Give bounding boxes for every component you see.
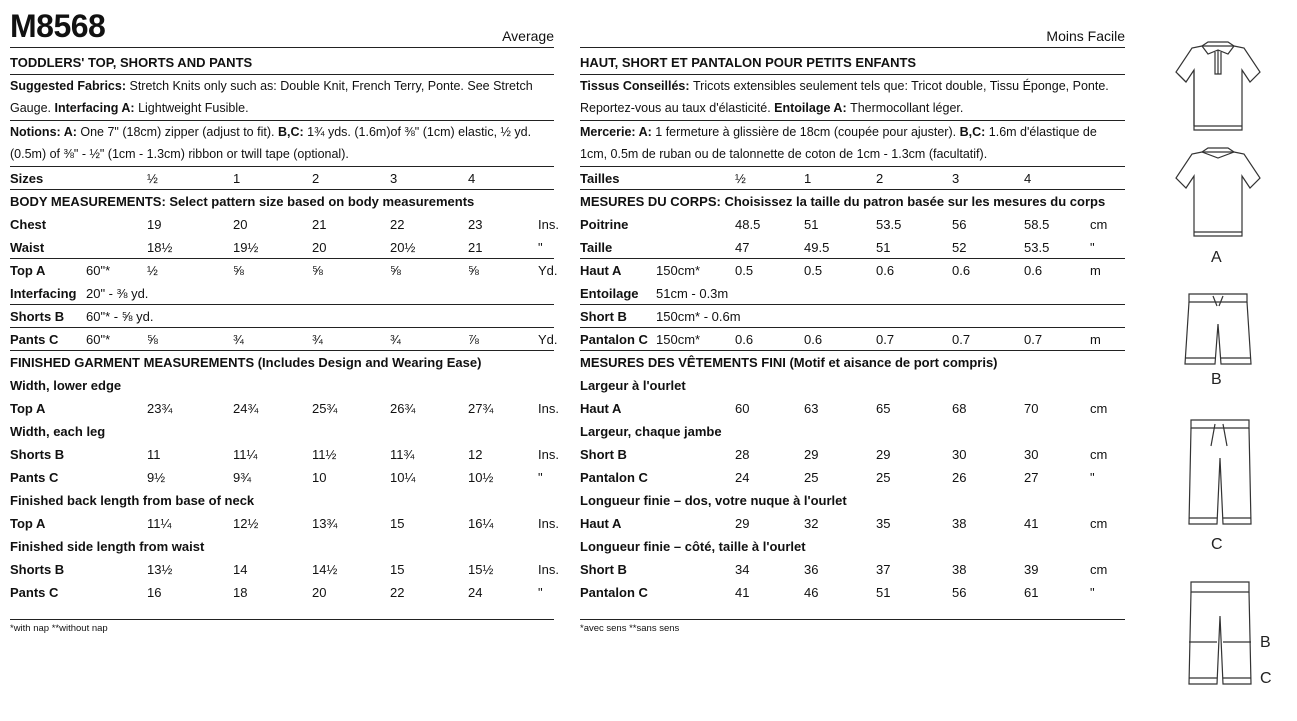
view-b-label-bottom: B	[1260, 634, 1271, 651]
row-value: 68	[952, 401, 967, 416]
row-prefix: 150cm*	[656, 263, 701, 278]
row-label: Waist	[10, 240, 45, 255]
notions-a-text: 1 fermeture à glissière de 18cm (coupée pour ajuster).	[655, 125, 960, 139]
sizes-label: Tailles	[580, 171, 620, 186]
finished-shorts-width-row	[580, 443, 1125, 466]
size-value: 2	[312, 171, 320, 186]
row-value: 0.7	[952, 332, 971, 347]
waist-row	[10, 236, 554, 259]
row-prefix: 60"*	[86, 263, 111, 278]
row-value: 21	[468, 240, 483, 255]
row-unit: Ins.	[538, 217, 559, 232]
finished-top-width-row	[10, 397, 559, 420]
row-unit: Yd.	[538, 332, 558, 347]
row-unit: Yd.	[538, 263, 558, 278]
row-value: 0.6	[735, 332, 754, 347]
row-value: 22	[390, 217, 405, 232]
row-unit: m	[1090, 332, 1101, 347]
interfacing-label: Entoilage A:	[774, 100, 851, 115]
row-label: Short B	[580, 309, 627, 324]
size-value: ½	[147, 171, 158, 186]
row-value: 56	[952, 217, 967, 232]
notions-label: Mercerie:	[580, 125, 639, 139]
row-value: 14	[233, 562, 248, 577]
row-value: 58.5	[1024, 217, 1050, 232]
row-label: Entoilage	[580, 286, 639, 301]
interfacing-text: Thermocollant léger.	[850, 100, 964, 115]
interfacing-row	[10, 282, 554, 305]
row-prefix: 60"* - ⅝ yd.	[86, 309, 154, 324]
row-value: 20½	[390, 240, 416, 255]
size-value: 2	[876, 171, 884, 186]
row-value: 11¼	[147, 516, 172, 531]
notions-block	[10, 121, 554, 167]
size-value: 1	[804, 171, 812, 186]
blank-divider	[10, 604, 554, 620]
row-value: 12	[468, 447, 483, 462]
row-value: ¾	[312, 332, 323, 347]
row-value: 29	[735, 516, 750, 531]
polo-top-front-sketch	[1172, 38, 1264, 134]
row-value: 9½	[147, 470, 166, 485]
row-value: 39	[1024, 562, 1039, 577]
back-length-heading: Finished back length from base of neck	[10, 493, 255, 508]
row-label: Interfacing	[10, 286, 77, 301]
row-unit: Ins.	[538, 447, 559, 462]
row-unit: m	[1090, 263, 1101, 278]
row-value: 25¾	[312, 401, 338, 416]
row-unit: "	[538, 240, 543, 255]
finished-top-width-row	[580, 397, 1125, 420]
row-value: 30	[1024, 447, 1039, 462]
row-value: 48.5	[735, 217, 761, 232]
row-value: 18	[233, 585, 248, 600]
row-value: 27¾	[468, 401, 494, 416]
row-unit: cm	[1090, 217, 1108, 232]
header	[10, 6, 554, 48]
finished-shorts-length-row	[580, 558, 1125, 581]
row-value: 34	[735, 562, 750, 577]
row-value: 18½	[147, 240, 173, 255]
row-value: 29	[804, 447, 819, 462]
row-label: Shorts B	[10, 447, 65, 462]
garment-title: HAUT, SHORT ET PANTALON POUR PETITS ENFANTS	[580, 48, 1125, 75]
notions-block	[580, 121, 1125, 167]
polo-top-back-sketch	[1172, 144, 1264, 240]
back-length-heading: Longueur finie – dos, votre nuque à l'ourlet	[580, 493, 847, 508]
row-value: ½	[147, 263, 158, 278]
row-value: 51	[876, 240, 891, 255]
row-value: 11¾	[390, 447, 415, 462]
row-value: 23¾	[147, 401, 173, 416]
fabrics-block	[10, 75, 554, 121]
row-value: 65	[876, 401, 891, 416]
row-label: Chest	[10, 217, 47, 232]
row-prefix: 20" - ⅜ yd.	[86, 286, 149, 301]
row-value: 27	[1024, 470, 1039, 485]
row-value: 60	[735, 401, 750, 416]
row-value: 41	[735, 585, 750, 600]
row-value: ⅝	[233, 263, 244, 278]
sizes-label: Sizes	[10, 171, 44, 186]
row-value: 51	[804, 217, 819, 232]
row-value: 0.5	[735, 263, 754, 278]
row-value: 37	[876, 562, 891, 577]
row-value: 0.6	[952, 263, 971, 278]
row-unit: "	[1090, 240, 1095, 255]
finished-measurements-heading: MESURES DES VÊTEMENTS FINI (Motif et aisance de port compris)	[580, 355, 998, 370]
row-value: 16¼	[468, 516, 494, 531]
row-unit: Ins.	[538, 516, 559, 531]
pattern-code: M8568	[10, 8, 106, 44]
side-length-heading: Finished side length from waist	[10, 539, 205, 554]
french-column	[580, 6, 1125, 635]
row-value: 26	[952, 470, 967, 485]
row-value: ⅝	[147, 332, 158, 347]
row-label: Pantalon C	[580, 585, 648, 600]
finished-pants-length-row	[10, 581, 554, 604]
fabrics-text: Stretch Knits only such as: Double Knit, French Terry, Ponte. See Stretch Gauge.	[10, 79, 533, 115]
row-value: 23	[468, 217, 483, 232]
row-value: 14½	[312, 562, 338, 577]
row-value: 25	[804, 470, 819, 485]
row-value: 24	[468, 585, 483, 600]
size-value: 3	[390, 171, 398, 186]
row-value: 11¼	[233, 447, 258, 462]
size-value: 4	[1024, 171, 1032, 186]
row-value: 0.7	[876, 332, 895, 347]
fabrics-block	[580, 75, 1125, 121]
interfacing-text: Lightweight Fusible.	[138, 100, 249, 115]
row-value: 10	[312, 470, 327, 485]
chest-row	[10, 213, 559, 236]
body-measurements-heading: MESURES DU CORPS: Choisissez la taille du patron basée sur les mesures du corps	[580, 194, 1106, 209]
row-label: Shorts B	[10, 562, 65, 577]
row-value: 15	[390, 562, 405, 577]
finished-shorts-length-row	[10, 558, 559, 581]
row-value: 15	[390, 516, 405, 531]
row-value: 28	[735, 447, 750, 462]
row-prefix: 150cm* - 0.6m	[656, 309, 741, 324]
garment-title: TODDLERS' TOP, SHORTS AND PANTS	[10, 48, 554, 75]
shorts-c-sketch	[1187, 418, 1253, 528]
row-value: 47	[735, 240, 750, 255]
row-label: Pantalon C	[580, 332, 648, 347]
row-value: ⅝	[390, 263, 401, 278]
row-value: 21	[312, 217, 327, 232]
row-label: Pants C	[10, 585, 59, 600]
fabrics-label: Tissus Conseillés:	[580, 79, 694, 93]
finished-pants-width-row	[580, 466, 1125, 489]
row-value: 49.5	[804, 240, 830, 255]
finished-top-length-row	[580, 512, 1125, 535]
interfacing-label: Interfacing A:	[54, 100, 139, 115]
row-value: 20	[312, 585, 327, 600]
row-label: Short B	[580, 562, 627, 577]
finished-pants-width-row	[10, 466, 554, 489]
notions-bc-text: 1.6m d'élastique de 1cm, 0.5m de ruban ou de talonnette de coton de 1cm - 1.3cm (facultatif).	[580, 125, 1097, 161]
body-measurements-heading: BODY MEASUREMENTS: Select pattern size based on body measurements	[10, 194, 475, 209]
row-value: 10½	[468, 470, 494, 485]
fabrics-label: Suggested Fabrics:	[10, 79, 130, 93]
row-label: Top A	[10, 516, 46, 531]
difficulty-level: Moins Facile	[1046, 28, 1125, 44]
row-unit: cm	[1090, 516, 1108, 531]
row-label: Top A	[10, 401, 46, 416]
chest-row	[580, 213, 1125, 236]
sizes-row	[10, 167, 554, 190]
row-value: 13¾	[312, 516, 338, 531]
difficulty-level: Average	[502, 28, 554, 44]
row-value: 25	[876, 470, 891, 485]
row-value: 20	[233, 217, 248, 232]
row-value: 24	[735, 470, 750, 485]
row-value: 36	[804, 562, 819, 577]
shorts-b-sketch	[1183, 292, 1253, 368]
finished-measurements-heading: FINISHED GARMENT MEASUREMENTS (Includes Design and Wearing Ease)	[10, 355, 482, 370]
row-label: Haut A	[580, 401, 622, 416]
header	[580, 6, 1125, 48]
view-c-label: C	[1211, 536, 1223, 553]
notions-bc-label: B,C:	[277, 125, 308, 139]
size-value: 3	[952, 171, 960, 186]
finished-shorts-width-row	[10, 443, 559, 466]
row-value: 53.5	[1024, 240, 1050, 255]
row-label: Pantalon C	[580, 470, 648, 485]
shorts-b-yardage-row	[10, 305, 554, 328]
notions-a-label: A:	[63, 125, 81, 139]
english-column	[10, 6, 559, 635]
row-value: ¾	[233, 332, 244, 347]
interfacing-row	[580, 282, 1125, 305]
row-value: 0.6	[804, 332, 823, 347]
row-value: 56	[952, 585, 967, 600]
row-value: 0.5	[804, 263, 823, 278]
width-each-leg-heading: Largeur, chaque jambe	[580, 424, 722, 439]
footnote: *with nap **without nap	[10, 623, 108, 634]
row-value: 38	[952, 516, 967, 531]
fabrics-text: Tricots extensibles seulement tels que: Tricot double, Tissu Éponge, Ponte. Reportez-vous au taux d'élasticité.	[580, 79, 1109, 115]
notions-bc-label: B,C:	[959, 125, 989, 139]
row-value: 29	[876, 447, 891, 462]
row-value: 11½	[312, 447, 337, 462]
size-value: 1	[233, 171, 241, 186]
notions-label: Notions:	[10, 125, 64, 139]
row-value: 10¼	[390, 470, 416, 485]
row-label: Poitrine	[580, 217, 629, 232]
row-value: 9¾	[233, 470, 252, 485]
row-unit: cm	[1090, 562, 1108, 577]
pants-back-sketch	[1185, 580, 1255, 690]
row-value: ⅝	[468, 263, 479, 278]
row-label: Short B	[580, 447, 627, 462]
pants-c-yardage-row	[580, 328, 1125, 351]
row-unit: "	[538, 585, 543, 600]
sizes-row	[580, 167, 1125, 190]
row-unit: cm	[1090, 401, 1108, 416]
row-prefix: 60"*	[86, 332, 111, 347]
row-value: 20	[312, 240, 327, 255]
row-value: 19½	[233, 240, 259, 255]
row-value: 22	[390, 585, 405, 600]
row-value: 15½	[468, 562, 494, 577]
row-unit: "	[1090, 470, 1095, 485]
finished-pants-length-row	[580, 581, 1125, 604]
row-label: Haut A	[580, 263, 622, 278]
row-value: ¾	[390, 332, 401, 347]
row-value: 52	[952, 240, 967, 255]
row-value: 35	[876, 516, 891, 531]
width-each-leg-heading: Width, each leg	[10, 424, 106, 439]
notions-bc-text: 1¾ yds. (1.6m)of ⅜" (1cm) elastic, ½ yd. (0.5m) of ⅜" - ½" (1cm - 1.3cm) ribbon or twill tape (optional).	[10, 125, 532, 161]
row-value: 70	[1024, 401, 1039, 416]
row-label: Shorts B	[10, 309, 65, 324]
view-b-label: B	[1211, 371, 1222, 388]
row-label: Pants C	[10, 470, 59, 485]
pants-c-yardage-row	[10, 328, 558, 351]
row-value: 30	[952, 447, 967, 462]
row-value: 19	[147, 217, 162, 232]
row-label: Pants C	[10, 332, 59, 347]
row-value: 63	[804, 401, 819, 416]
row-value: 0.7	[1024, 332, 1043, 347]
notions-a-label: A:	[638, 125, 656, 139]
row-value: 41	[1024, 516, 1039, 531]
row-value: 32	[804, 516, 819, 531]
row-value: 61	[1024, 585, 1039, 600]
row-unit: cm	[1090, 447, 1108, 462]
view-a-label: A	[1211, 249, 1222, 266]
row-value: 51	[876, 585, 891, 600]
row-value: 0.6	[1024, 263, 1043, 278]
row-value: 16	[147, 585, 162, 600]
width-lower-edge-heading: Width, lower edge	[10, 378, 122, 393]
row-unit: "	[1090, 585, 1095, 600]
row-value: 11	[147, 447, 161, 462]
row-value: 0.6	[876, 263, 895, 278]
shorts-b-yardage-row	[580, 305, 1125, 328]
row-prefix: 51cm - 0.3m	[656, 286, 729, 301]
row-unit: Ins.	[538, 401, 559, 416]
waist-row	[580, 236, 1125, 259]
row-label: Taille	[580, 240, 613, 255]
row-value: 13½	[147, 562, 173, 577]
row-value: 12½	[233, 516, 259, 531]
row-value: 38	[952, 562, 967, 577]
footnote: *avec sens **sans sens	[580, 623, 680, 634]
row-prefix: 150cm*	[656, 332, 701, 347]
width-lower-edge-heading: Largeur à l'ourlet	[580, 378, 686, 393]
row-unit: Ins.	[538, 562, 559, 577]
row-value: ⅝	[312, 263, 323, 278]
row-value: ⅞	[468, 332, 479, 347]
blank-divider	[580, 604, 1125, 620]
view-c-label-bottom: C	[1260, 670, 1272, 687]
size-value: 4	[468, 171, 476, 186]
row-label: Haut A	[580, 516, 622, 531]
row-value: 53.5	[876, 217, 902, 232]
notions-a-text: One 7" (18cm) zipper (adjust to fit).	[80, 125, 278, 139]
finished-top-length-row	[10, 512, 559, 535]
row-value: 24¾	[233, 401, 259, 416]
row-value: 46	[804, 585, 819, 600]
row-value: 26¾	[390, 401, 416, 416]
row-label: Top A	[10, 263, 46, 278]
side-length-heading: Longueur finie – côté, taille à l'ourlet	[580, 539, 806, 554]
row-unit: "	[538, 470, 543, 485]
top-a-yardage-row	[580, 259, 1125, 282]
top-a-yardage-row	[10, 259, 558, 282]
size-value: ½	[735, 171, 746, 186]
